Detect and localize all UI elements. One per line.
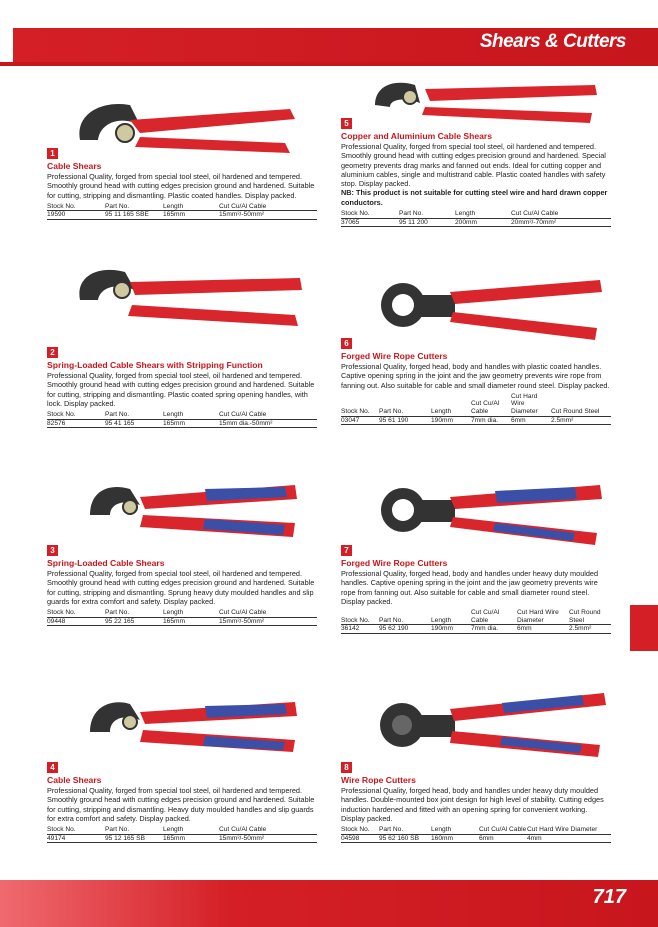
page-number: 717 xyxy=(592,886,626,908)
header-rule xyxy=(0,62,658,66)
product-3 xyxy=(47,545,317,626)
cut-cable: 20mm²/-70mm² xyxy=(511,218,611,227)
col-stock: Stock No. xyxy=(47,411,105,419)
product-title: Wire Rope Cutters xyxy=(341,775,416,785)
stock-no: 82576 xyxy=(47,419,105,428)
col-part: Part No. xyxy=(399,210,455,218)
product-title: Copper and Aluminium Cable Shears xyxy=(341,131,493,141)
product-number-badge: 7 xyxy=(341,545,352,556)
col-part: Part No. xyxy=(379,609,431,625)
col-cut-cable: Cut Cu/Al Cable xyxy=(471,609,517,625)
stock-no: 09448 xyxy=(47,617,105,626)
col-cut-cable: Cut Cu/Al Cable xyxy=(219,826,317,834)
product-description: Professional Quality, forged head, body and handles under heavy duty moulded handles. Captive opening spring in the joint and the jaw geometry prevents wire rope from fanning out. Also suitable for cable and small diameter round steel. Display packed. xyxy=(341,569,599,606)
product-number-badge: 8 xyxy=(341,762,352,773)
page-header xyxy=(0,0,658,70)
stock-no: 49174 xyxy=(47,834,105,843)
table-row xyxy=(47,211,317,220)
part-no: 95 11 165 SBE xyxy=(105,211,163,220)
spec-table xyxy=(47,203,317,220)
col-length: Length xyxy=(431,609,471,625)
table-row xyxy=(341,834,611,843)
cut-cable: 15mm²/-50mm² xyxy=(219,834,317,843)
cut-cable: 15mm²/-50mm² xyxy=(219,617,317,626)
col-stock: Stock No. xyxy=(47,203,105,211)
table-row xyxy=(341,416,611,425)
cut-cable: 15mm dia.-50mm² xyxy=(219,419,317,428)
product-description xyxy=(341,142,611,207)
product-description: Professional Quality, forged from special tool steel, oil hardened and tempered. Smoothly ground head with cutting edges precision ground and hardened. Suitable for cutting, stripping and dismantling. Plastic coated handles. Display packed. xyxy=(47,172,315,200)
stock-no: 03047 xyxy=(341,416,379,425)
product-number-badge: 3 xyxy=(47,545,58,556)
product-title: Forged Wire Rope Cutters xyxy=(341,351,448,361)
part-no: 95 62 190 xyxy=(379,625,431,634)
spec-table xyxy=(341,609,611,634)
product-number-badge: 2 xyxy=(47,347,58,358)
page-footer xyxy=(0,880,658,927)
spec-table xyxy=(47,411,317,428)
length: 200mm xyxy=(455,218,511,227)
col-cut-cable: Cut Cu/Al Cable xyxy=(471,393,511,416)
product-number-badge: 6 xyxy=(341,338,352,349)
wire-rope-cutters-image-7 xyxy=(375,475,605,550)
product-number-badge: 4 xyxy=(47,762,58,773)
cut-cable: 6mm xyxy=(479,834,527,843)
length: 160mm xyxy=(431,834,479,843)
cable-shears-image-4 xyxy=(85,690,305,760)
product-number-badge: 1 xyxy=(47,148,58,159)
product-title: Forged Wire Rope Cutters xyxy=(341,558,448,568)
wire-rope-cutters-image-6 xyxy=(375,270,605,345)
col-stock: Stock No. xyxy=(341,210,399,218)
product-1 xyxy=(47,148,317,220)
col-hard-wire: Cut Hard Wire Diameter xyxy=(517,609,569,625)
spring-cable-shears-image-2 xyxy=(70,260,310,335)
product-6 xyxy=(341,338,611,425)
cut-cable: 7mm dia. xyxy=(471,625,517,634)
spec-table xyxy=(341,393,611,425)
stock-no: 04598 xyxy=(341,834,379,843)
col-round-steel: Cut Round Steel xyxy=(569,609,611,625)
col-part: Part No. xyxy=(105,411,163,419)
table-row xyxy=(47,834,317,843)
hard-wire: 6mm xyxy=(511,416,551,425)
product-2 xyxy=(47,347,317,428)
stock-no: 37065 xyxy=(341,218,399,227)
col-hard-wire: Cut Hard Wire Diameter xyxy=(527,826,611,834)
round-steel: 2.5mm² xyxy=(551,416,611,425)
length: 190mm xyxy=(431,625,471,634)
product-title: Spring-Loaded Cable Shears xyxy=(47,558,165,568)
product-note: NB: This product is not suitable for cutting steel wire and hard drawn copper conductors. xyxy=(341,188,608,207)
spec-table xyxy=(341,826,611,843)
length: 165mm xyxy=(163,617,219,626)
col-part: Part No. xyxy=(105,203,163,211)
product-title: Cable Shears xyxy=(47,775,102,785)
length: 165mm xyxy=(163,419,219,428)
product-description: Professional Quality, forged from special tool steel, oil hardened and tempered. Smoothly ground head with cutting edges precision ground and hardened. Suitable for cutting, stripping and dismantling. Sprung heavy duty moulded handles and slip guards for extra comfort and safety. Display packed. xyxy=(47,569,315,606)
col-part: Part No. xyxy=(379,393,431,416)
product-5 xyxy=(341,118,611,227)
part-no: 95 12 165 SB xyxy=(105,834,163,843)
col-part: Part No. xyxy=(105,609,163,617)
section-tab xyxy=(630,605,658,651)
length: 165mm xyxy=(163,834,219,843)
product-description: Professional Quality, forged head, body and handles with plastic coated handles. Captive opening spring in the joint and the jaw geometry prevents wire rope from fanning out. Also suitable for cable and small diameter round steel. Display packed. xyxy=(341,362,610,390)
length: 190mm xyxy=(431,416,471,425)
round-steel: 2.5mm² xyxy=(569,625,611,634)
col-round-steel: Cut Round Steel xyxy=(551,393,611,416)
col-cut-cable: Cut Cu/Al Cable xyxy=(479,826,527,834)
col-length: Length xyxy=(163,411,219,419)
spring-cable-shears-image-3 xyxy=(85,475,305,545)
part-no: 95 22 165 xyxy=(105,617,163,626)
spec-table xyxy=(47,609,317,626)
stock-no: 36142 xyxy=(341,625,379,634)
part-no: 95 11 200 xyxy=(399,218,455,227)
col-cut-cable: Cut Cu/Al Cable xyxy=(511,210,611,218)
hard-wire: 4mm xyxy=(527,834,611,843)
spec-table xyxy=(341,210,611,227)
part-no: 95 62 160 SB xyxy=(379,834,431,843)
product-7 xyxy=(341,545,611,634)
col-length: Length xyxy=(163,203,219,211)
page-title: Shears & Cutters xyxy=(479,31,626,52)
product-8 xyxy=(341,762,611,843)
table-row xyxy=(47,617,317,626)
product-number-badge: 5 xyxy=(341,118,352,129)
table-row xyxy=(341,218,611,227)
part-no: 95 41 165 xyxy=(105,419,163,428)
hard-wire: 6mm xyxy=(517,625,569,634)
cut-cable: 7mm dia. xyxy=(471,416,511,425)
col-stock: Stock No. xyxy=(47,826,105,834)
col-length: Length xyxy=(431,393,471,416)
spec-table xyxy=(47,826,317,843)
col-length: Length xyxy=(455,210,511,218)
col-cut-cable: Cut Cu/Al Cable xyxy=(219,203,317,211)
table-row xyxy=(47,419,317,428)
col-part: Part No. xyxy=(379,826,431,834)
part-no: 95 61 190 xyxy=(379,416,431,425)
col-length: Length xyxy=(163,826,219,834)
col-part: Part No. xyxy=(105,826,163,834)
table-row xyxy=(341,625,611,634)
col-hard-wire: Cut Hard Wire Diameter xyxy=(511,393,551,416)
col-stock: Stock No. xyxy=(341,609,379,625)
product-title: Spring-Loaded Cable Shears with Stripping Function xyxy=(47,360,263,370)
col-stock: Stock No. xyxy=(341,826,379,834)
col-stock: Stock No. xyxy=(341,393,379,416)
product-description: Professional Quality, forged head, body and handles under heavy duty moulded handles. Double-mounted box joint design for high level of stability. Cutting edges induction hardened and fitted with an opening spring for convenient working. Display packed. xyxy=(341,786,604,823)
cut-cable: 15mm²/-50mm² xyxy=(219,211,317,220)
col-length: Length xyxy=(163,609,219,617)
product-description: Professional Quality, forged from special tool steel, oil hardened and tempered. Smoothly ground head with cutting edges precision ground and hardened. Suitable for cutting, stripping and dismantling. Plastic coated spring opening handles, with lock. Display packed. xyxy=(47,371,315,408)
col-length: Length xyxy=(431,826,479,834)
col-cut-cable: Cut Cu/Al Cable xyxy=(219,411,317,419)
product-description: Professional Quality, forged from special tool steel, oil hardened and tempered. Smoothly ground head with cutting edges precision ground and hardened. Suitable for cutting, stripping and dismantling. Heavy duty moulded handles and slip guards for extra comfort and safety. Display packed. xyxy=(47,786,315,823)
product-4 xyxy=(47,762,317,843)
col-cut-cable: Cut Cu/Al Cable xyxy=(219,609,317,617)
wire-rope-cutters-image-8 xyxy=(372,685,612,760)
length: 165mm xyxy=(163,211,219,220)
stock-no: 19590 xyxy=(47,211,105,220)
product-title: Cable Shears xyxy=(47,161,102,171)
description-text: Professional Quality, forged from special tool steel, oil hardened and tempered. Smoothly ground head with cutting edges precision ground and hardened. Special geometry prevents drag marks and fanned out ends. Ideal for cutting copper and aluminium cables, single and multistrand cable. Plastic coated handles with safety stop. Display packed. xyxy=(341,142,606,189)
col-stock: Stock No. xyxy=(47,609,105,617)
